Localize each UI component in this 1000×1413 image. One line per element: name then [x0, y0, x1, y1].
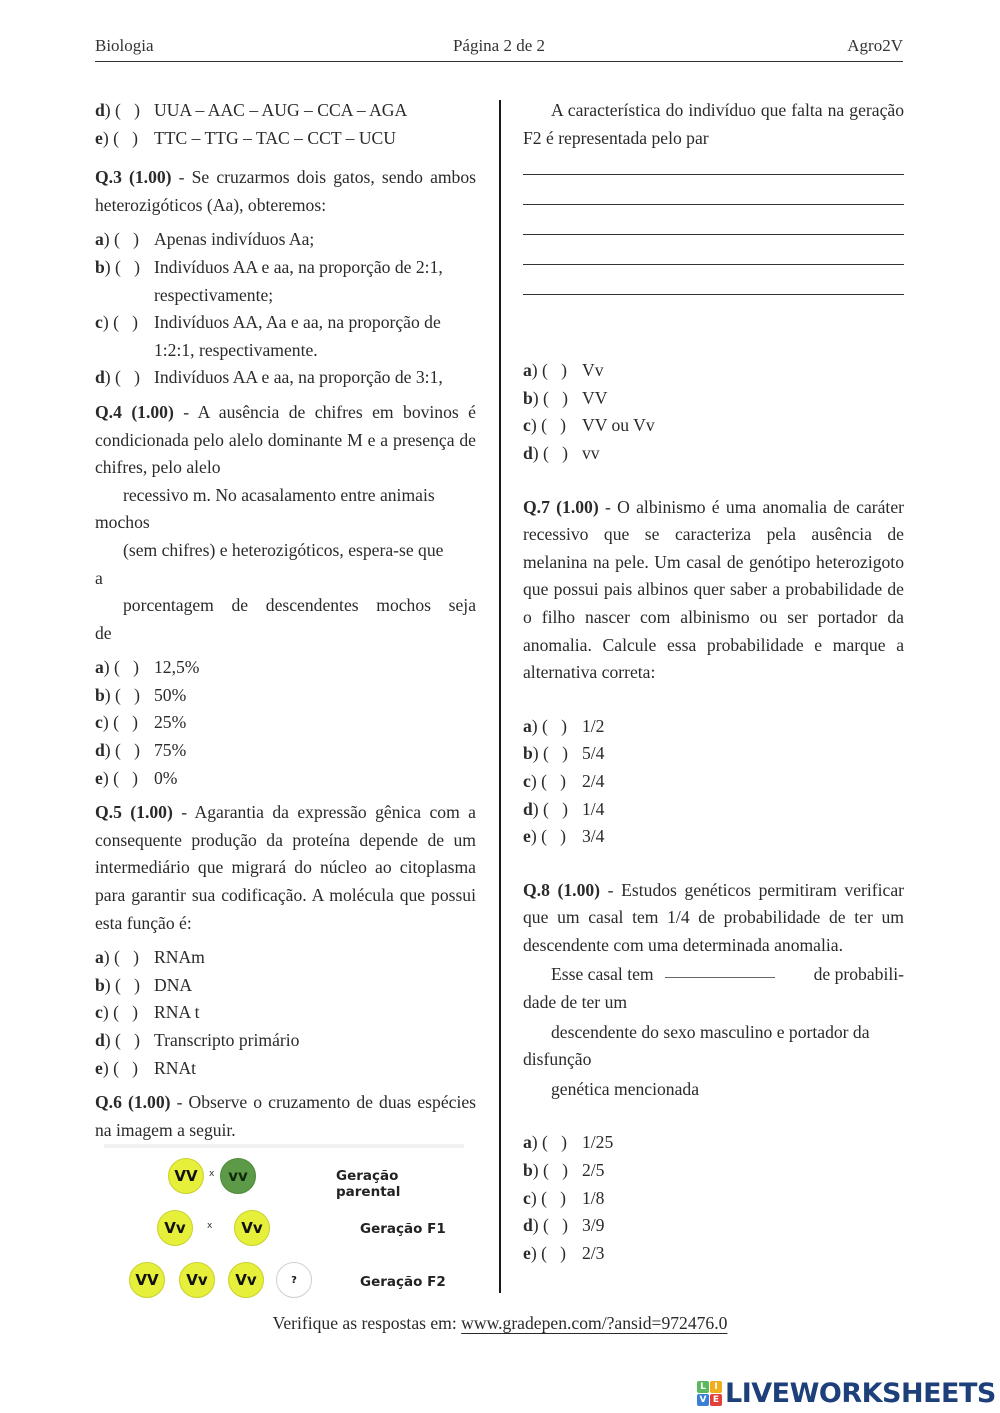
f2-circle: Vv	[179, 1262, 215, 1298]
option-text: 12,5%	[154, 657, 200, 678]
q2-option-d[interactable]: d) ( ) UUA – AAC – AUG – CCA – AGA	[95, 97, 476, 125]
q4-option-c[interactable]: c) ( ) 25%	[95, 709, 476, 737]
option-text: TTC – TTG – TAC – CCT – UCU	[154, 127, 396, 148]
option-letter: a	[523, 1132, 532, 1153]
option-text: 2/4	[582, 770, 605, 791]
option-letter: d	[95, 740, 105, 761]
option-text: Apenas indivíduos Aa;	[154, 229, 315, 250]
logo-square-l: L	[697, 1381, 709, 1393]
f1-circle: Vv	[157, 1210, 193, 1246]
option-letter: d	[95, 1030, 105, 1050]
q6-option-c[interactable]: c) ( ) VV ou Vv	[523, 412, 904, 440]
label-f1-generation: Geração F1	[360, 1221, 446, 1237]
q8-option-b[interactable]: b) ( ) 2/5	[523, 1157, 904, 1185]
label-parental-generation: Geração parental	[336, 1168, 401, 1200]
q6-continuation: A característica do indivíduo que falta na geração F2 é representada pelo par	[523, 100, 904, 148]
q4-option-b[interactable]: b) ( ) 50%	[95, 682, 476, 710]
left-column	[95, 97, 476, 1144]
option-text: 1/2	[582, 715, 605, 736]
logo-square-i: I	[710, 1381, 722, 1393]
option-text: vv	[582, 442, 600, 463]
q8-option-e[interactable]: e) ( ) 2/3	[523, 1240, 904, 1268]
q8-text: - Estudos genéticos permitiram verificar que um casal tem 1/4 de probabilidade de ter um descendente com uma determinada anomalia.	[523, 879, 904, 955]
q4-text: - A ausência de chifres em bovinos é condicionada pelo alelo dominante M e a presença de chifres, pelo alelo	[95, 401, 476, 478]
option-text: UUA – AAC – AUG – CCA – AGA	[154, 100, 408, 120]
option-letter: a	[523, 360, 532, 381]
q3-option-d[interactable]: d) ( ) Indivíduos AA e aa, na proporção de 3:1,	[95, 364, 476, 392]
option-text: 0%	[154, 767, 178, 788]
header-class: Agro2V	[847, 36, 903, 55]
option-text: 50%	[154, 684, 187, 705]
q5-option-b[interactable]: b) ( ) DNA	[95, 972, 476, 1000]
q8-line: dade de ter um	[523, 992, 628, 1013]
q5-prompt	[95, 799, 476, 937]
q5-option-c[interactable]: c) ( ) RNA t	[95, 999, 476, 1027]
q6-option-d[interactable]: d) ( ) vv	[523, 440, 904, 468]
option-letter: b	[523, 743, 533, 764]
option-letter: d	[523, 442, 533, 463]
q3-text: - Se cruzarmos dois gatos, sendo ambos heterozigóticos (Aa), obteremos:	[95, 167, 477, 215]
option-letter: c	[523, 770, 531, 791]
f1-circle: Vv	[234, 1210, 270, 1246]
column-divider	[499, 100, 501, 1293]
footer-prefix: Verifique as respostas em:	[272, 1313, 462, 1333]
option-letter: a	[95, 229, 104, 250]
q4-option-a[interactable]: a) ( ) 12,5%	[95, 654, 476, 682]
q6-text: - Observe o cruzamento de duas espécies na imagem a seguir.	[95, 1092, 476, 1140]
q8-option-d[interactable]: d) ( ) 3/9	[523, 1212, 904, 1240]
q4-prompt	[95, 399, 476, 482]
option-letter: e	[95, 1057, 103, 1078]
cross-symbol: x	[209, 1169, 215, 1179]
q8-line: disfunção	[523, 1049, 592, 1070]
q3-option-b[interactable]: b) ( ) Indivíduos AA e aa, na proporção de 2:1, respectivamente;	[95, 254, 476, 309]
option-text: 1/25	[582, 1132, 614, 1153]
q8-prompt	[523, 877, 904, 960]
option-letter: e	[523, 826, 531, 847]
option-letter: a	[95, 947, 104, 968]
q3-prompt	[95, 164, 476, 219]
option-text: Transcripto primário	[154, 1030, 300, 1050]
option-text: Indivíduos AA e aa, na proporção de 2:1, respectivamente;	[154, 256, 443, 305]
option-letter: c	[523, 1187, 531, 1208]
liveworksheets-wordmark: LIVEWORKSHEETS	[725, 1377, 996, 1409]
q6-option-a[interactable]: a) ( ) Vv	[523, 357, 904, 385]
option-text: RNAt	[154, 1057, 197, 1078]
page-header	[95, 36, 903, 60]
q4-line: (sem chifres) e heterozigóticos, espera-se que	[123, 539, 444, 560]
option-text: Vv	[582, 360, 604, 381]
q8-fill-blank[interactable]	[665, 961, 775, 978]
q4-line: porcentagem de descendentes mochos seja	[123, 595, 476, 616]
option-text: RNAm	[154, 947, 205, 968]
option-text: VV	[582, 387, 608, 408]
q4-line: de	[95, 622, 112, 643]
liveworksheets-logo	[697, 1378, 996, 1408]
option-letter: e	[523, 1242, 531, 1263]
q8-line: genética mencionada	[551, 1078, 700, 1099]
option-text: RNA t	[154, 1002, 200, 1023]
q8-text-before-blank: Esse casal tem	[551, 964, 654, 985]
parental-circle-recessive: vv	[220, 1158, 256, 1194]
q4-line: recessivo m. No acasalamento entre animais	[123, 484, 435, 505]
option-letter: b	[523, 1160, 533, 1181]
q8-option-a[interactable]: a) ( ) 1/25	[523, 1129, 904, 1157]
q7-number: Q.7 (1.00)	[523, 496, 599, 517]
genetic-cross-diagram	[104, 1144, 466, 1304]
right-column	[523, 97, 904, 1267]
header-page-number: Página 2 de 2	[452, 36, 546, 55]
option-letter: b	[523, 387, 533, 408]
q3-number: Q.3 (1.00)	[95, 167, 172, 188]
option-letter: a	[523, 715, 532, 736]
q6-number: Q.6 (1.00)	[95, 1092, 171, 1113]
q4-line: mochos	[95, 512, 150, 533]
option-letter: d	[95, 100, 105, 120]
cross-symbol: x	[207, 1221, 213, 1231]
option-letter: c	[95, 1002, 103, 1023]
q7-option-c[interactable]: c) ( ) 2/4	[523, 768, 904, 796]
q7-text: - O albinismo é uma anomalia de caráter recessivo que se caracteriza pela ausência de melanina na pele. Um casal de genótipo heterozigoto que possui pais albinos quer saber a probabilidade de o filho nascer com albinismo ou ser portador da anomalia. Calcule essa probabilidade e marque a alternativa correta:	[523, 496, 904, 683]
option-letter: d	[523, 798, 533, 819]
q7-prompt	[523, 494, 904, 687]
q8-option-c[interactable]: c) ( ) 1/8	[523, 1185, 904, 1213]
option-letter: d	[523, 1215, 533, 1236]
q8-text-after-blank: de probabili-	[813, 964, 904, 985]
q8-number: Q.8 (1.00)	[523, 879, 601, 900]
option-letter: b	[95, 684, 105, 705]
q7-option-d[interactable]: d) ( ) 1/4	[523, 796, 904, 824]
option-letter: c	[95, 312, 103, 333]
label-f2-generation: Geração F2	[360, 1274, 446, 1290]
answers-footer	[0, 1313, 1000, 1334]
q5-option-a[interactable]: a) ( ) RNAm	[95, 944, 476, 972]
q4-number: Q.4 (1.00)	[95, 401, 174, 422]
live-squares-icon	[697, 1381, 722, 1406]
q3-option-a[interactable]: a) ( ) Apenas indivíduos Aa;	[95, 226, 476, 254]
option-letter: a	[95, 657, 104, 678]
q2-option-e[interactable]: e) ( ) TTC – TTG – TAC – CCT – UCU	[95, 125, 476, 153]
f2-missing-circle: ?	[276, 1262, 312, 1298]
q6-option-b[interactable]: b) ( ) VV	[523, 385, 904, 413]
q5-option-d[interactable]: d) ( ) Transcripto primário	[95, 1027, 476, 1055]
parental-circle-dominant: VV	[168, 1158, 204, 1194]
f2-circle: VV	[129, 1262, 165, 1298]
option-letter: c	[95, 712, 103, 733]
q6-prompt	[95, 1089, 476, 1144]
option-letter: b	[95, 256, 105, 277]
option-letter: c	[523, 415, 531, 436]
q4-line: a	[95, 567, 103, 588]
q5-text: - Agarantia da expressão gênica com a consequente produção da proteína depende de um intermediário que migrará do núcleo ao citoplasma para garantir sua codificação. A molécula que possui esta função é:	[95, 802, 476, 933]
f2-circle: Vv	[228, 1262, 264, 1298]
option-text: DNA	[154, 974, 193, 995]
diagram-top-border	[104, 1144, 464, 1148]
option-text: 2/5	[582, 1160, 605, 1181]
q8-fill-line	[523, 961, 904, 989]
q8-line: descendente do sexo masculino e portador da	[551, 1021, 870, 1042]
q5-number: Q.5 (1.00)	[95, 802, 173, 823]
option-text: 5/4	[582, 743, 605, 764]
option-text: VV ou Vv	[582, 415, 655, 436]
q4-option-e[interactable]: e) ( ) 0%	[95, 765, 476, 793]
answers-link[interactable]: www.gradepen.com/?ansid=972476.0	[461, 1313, 728, 1333]
logo-square-v: V	[697, 1394, 709, 1406]
option-letter: e	[95, 127, 103, 148]
header-subject: Biologia	[95, 36, 154, 55]
option-text: 25%	[154, 712, 187, 733]
option-text: 2/3	[582, 1242, 605, 1263]
q7-option-a[interactable]: a) ( ) 1/2	[523, 713, 904, 741]
option-text: 3/9	[582, 1215, 605, 1236]
option-text: 1/8	[582, 1187, 605, 1208]
option-letter: e	[95, 767, 103, 788]
option-text: 3/4	[582, 826, 605, 847]
option-text: 1/4	[582, 798, 605, 819]
logo-square-e: E	[710, 1394, 722, 1406]
q7-option-e[interactable]: e) ( ) 3/4	[523, 823, 904, 851]
q3-option-c[interactable]: c) ( ) Indivíduos AA, Aa e aa, na proporção de 1:2:1, respectivamente.	[95, 309, 476, 364]
q5-option-e[interactable]: e) ( ) RNAt	[95, 1055, 476, 1083]
q6-answer-lines[interactable]	[523, 174, 904, 295]
option-text: Indivíduos AA e aa, na proporção de 3:1,	[154, 367, 443, 388]
option-text: Indivíduos AA, Aa e aa, na proporção de 1:2:1, respectivamente.	[154, 312, 441, 360]
q4-option-d[interactable]: d) ( ) 75%	[95, 737, 476, 765]
header-divider	[95, 61, 903, 62]
option-letter: b	[95, 974, 105, 995]
option-text: 75%	[154, 740, 187, 761]
option-letter: d	[95, 367, 105, 388]
q7-option-b[interactable]: b) ( ) 5/4	[523, 740, 904, 768]
